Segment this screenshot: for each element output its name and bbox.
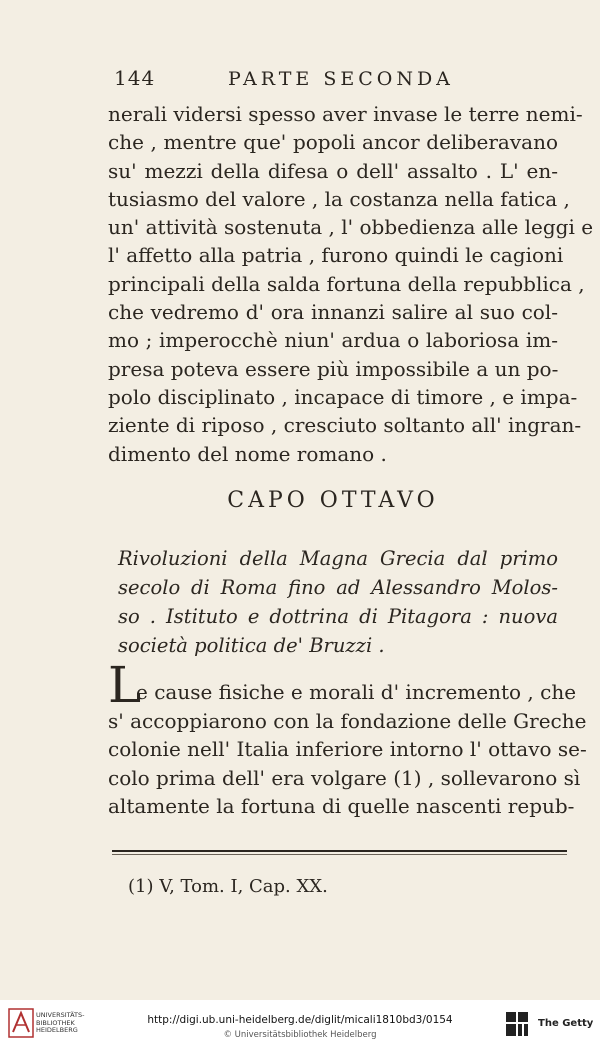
- footnote-rule-thin: [112, 854, 567, 855]
- paragraph-1: [108, 100, 594, 468]
- text-line: mo ; imperocchè niun' ardua o laboriosa im-: [108, 328, 558, 353]
- partner-name: The Getty: [538, 1018, 594, 1029]
- text-line: che , mentre que' popoli ancor deliberavano: [108, 130, 558, 155]
- text-line: colonie nell' Italia inferiore intorno l' ottavo se-: [108, 737, 587, 761]
- summary-line: so . Istituto e dottrina di Pitagora : nuova: [118, 605, 558, 628]
- summary-line: Rivoluzioni della Magna Grecia dal primo: [118, 547, 558, 570]
- paragraph-2: [108, 678, 587, 821]
- footnote-rule: [112, 850, 567, 852]
- text-line: ziente di riposo , cresciuto soltanto all' ingran-: [108, 413, 582, 438]
- drop-capital: L: [108, 656, 142, 714]
- text-line: altamente la fortuna di quelle nascenti repub-: [108, 794, 575, 818]
- text-line: s' accoppiarono con la fondazione delle Greche: [108, 708, 587, 733]
- summary-line: secolo di Roma fino ad Alessandro Molos-: [118, 576, 558, 599]
- text-line: principali della salda fortuna della repubblica ,: [108, 271, 585, 296]
- text-line: nerali vidersi spesso aver invase le terre nemi-: [108, 102, 583, 126]
- page-header: [108, 66, 558, 96]
- chapter-summary: [118, 544, 558, 660]
- text-line: polo disciplinato , incapace di timore , e impa-: [108, 384, 578, 409]
- getty-logo-icon: [506, 1012, 528, 1036]
- viewer-footer: [0, 1000, 600, 1047]
- summary-line: società politica de' Bruzzi .: [118, 634, 385, 657]
- text-line: dimento del nome romano .: [108, 441, 387, 466]
- copyright-notice: © Universitätsbibliothek Heidelberg: [223, 1030, 377, 1040]
- chapter-title: CAPO OTTAVO: [227, 488, 439, 513]
- text-line: l' affetto alla patria , furono quindi le cagioni: [108, 243, 564, 268]
- page-number: 144: [114, 66, 156, 90]
- library-name-line: UNIVERSITÄTS-: [36, 1011, 85, 1019]
- text-line: su' mezzi della difesa o dell' assalto . L' en-: [108, 158, 558, 183]
- running-head: PARTE SECONDA: [228, 68, 454, 90]
- permalink[interactable]: http://digi.ub.uni-heidelberg.de/diglit/micali1810bd3/0154: [147, 1014, 453, 1026]
- library-name-line: HEIDELBERG: [36, 1026, 78, 1034]
- text-line: un' attività sostenuta , l' obbedienza alle leggi e: [108, 215, 594, 240]
- text-line: tusiasmo del valore , la costanza nella fatica ,: [108, 186, 570, 211]
- text-line: presa poteva essere più impossibile a un po-: [108, 356, 559, 381]
- text-line: e cause fisiche e morali d' incremento , che: [136, 680, 577, 704]
- text-line: che vedremo d' ora innanzi salire al suo col-: [108, 300, 558, 325]
- text-line: colo prima dell' era volgare (1) , sollevarono sì: [108, 765, 581, 790]
- footnote: (1) V, Tom. I, Cap. XX.: [128, 876, 328, 897]
- library-name-line: BIBLIOTHEK: [36, 1018, 75, 1027]
